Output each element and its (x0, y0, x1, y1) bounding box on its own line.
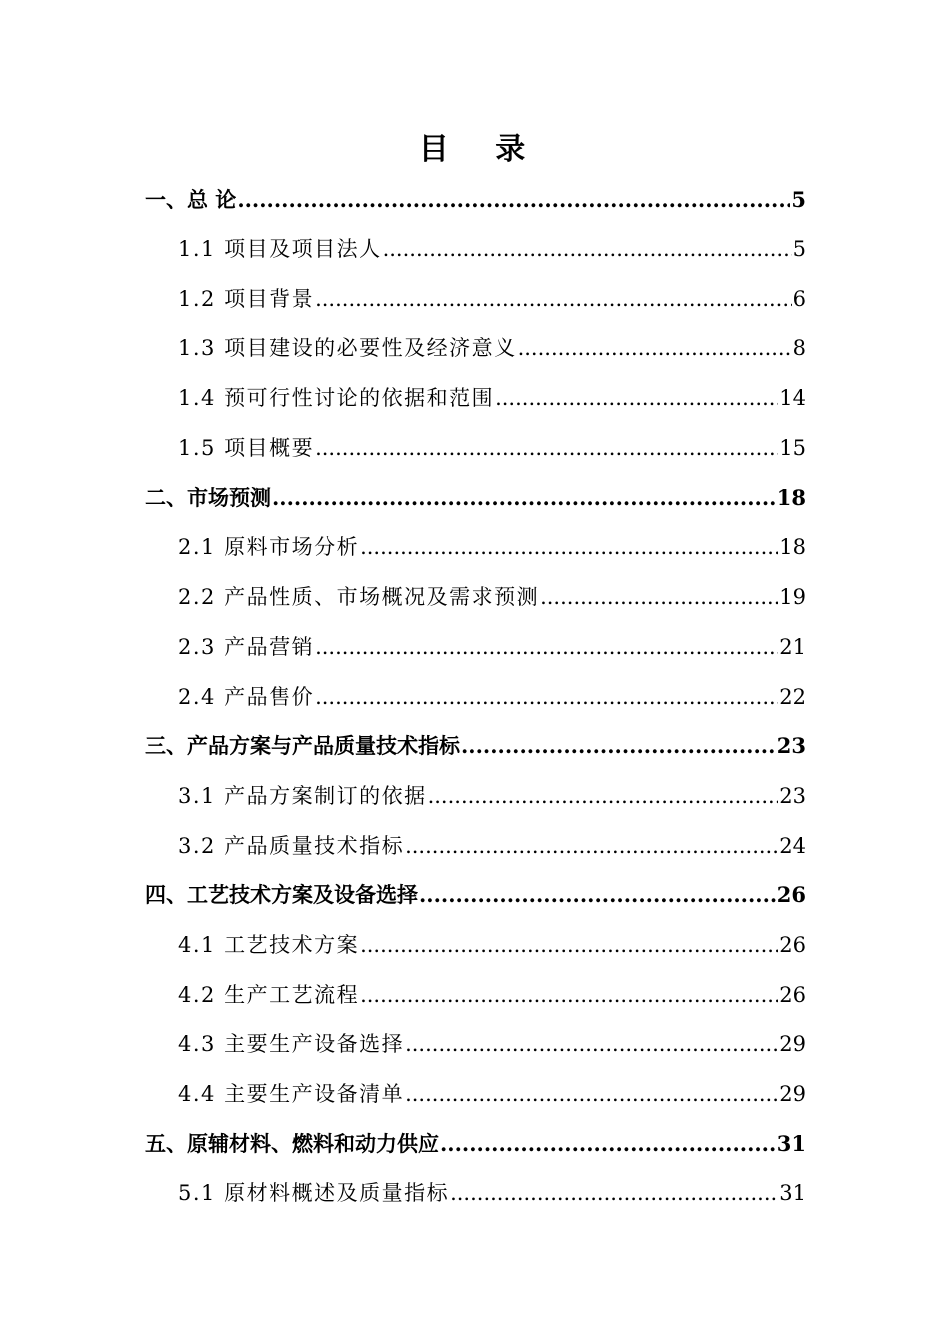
toc-entry[interactable] (178, 1026, 806, 1062)
toc-entry[interactable] (178, 977, 806, 1013)
toc-page-number: 8 (792, 336, 806, 360)
toc-leader-dots (315, 430, 778, 466)
toc-entry-label: 1.5 项目概要 (178, 436, 315, 460)
toc-leader-dots (428, 778, 779, 814)
toc-leader-dots (272, 480, 776, 516)
toc-entry-label: 2.4 产品售价 (178, 685, 315, 709)
toc-leader-dots (450, 1175, 778, 1211)
toc-entry-label: 3.1 产品方案制订的依据 (178, 784, 427, 808)
toc-entry-label: 4.1 工艺技术方案 (178, 933, 360, 957)
toc-entry[interactable] (145, 877, 806, 913)
toc-entry[interactable] (178, 1175, 806, 1211)
toc-entry-label: 三、产品方案与产品质量技术指标 (145, 733, 460, 758)
toc-entry-label: 五、原辅材料、燃料和动力供应 (145, 1131, 439, 1156)
toc-entry-label: 1.4 预可行性讨论的依据和范围 (178, 386, 495, 410)
toc-leader-dots (405, 828, 778, 864)
toc-entry-label: 四、工艺技术方案及设备选择 (145, 882, 418, 907)
toc-entry[interactable] (178, 778, 806, 814)
toc-page-number: 31 (776, 1131, 806, 1156)
toc-leader-dots (360, 977, 778, 1013)
toc-entry[interactable] (178, 629, 806, 665)
toc-entry[interactable] (178, 927, 806, 963)
toc-page-number: 5 (791, 187, 806, 212)
toc-page-number: 23 (776, 733, 806, 758)
toc-page-number: 26 (779, 983, 806, 1007)
toc-leader-dots (461, 728, 776, 764)
toc-entry[interactable] (178, 679, 806, 715)
toc-page-number: 15 (779, 436, 806, 460)
toc-entry-label: 4.3 主要生产设备选择 (178, 1032, 405, 1056)
toc-entry-label: 1.3 项目建设的必要性及经济意义 (178, 336, 517, 360)
toc-entry-label: 5.1 原材料概述及质量指标 (178, 1181, 450, 1205)
toc-page-number: 6 (792, 287, 806, 311)
toc-leader-dots (518, 330, 792, 366)
toc-page-number: 18 (776, 485, 806, 510)
toc-entry[interactable] (178, 579, 806, 615)
toc-leader-dots (315, 679, 778, 715)
toc-entry[interactable] (145, 182, 806, 218)
toc-entry[interactable] (145, 480, 806, 516)
toc-leader-dots (540, 579, 778, 615)
toc-leader-dots (495, 380, 778, 416)
toc-leader-dots (383, 231, 792, 267)
toc-page-number: 21 (779, 635, 806, 659)
toc-entry-label: 二、市场预测 (145, 485, 271, 510)
toc-leader-dots (360, 927, 778, 963)
toc-entry-label: 一、总 论 (145, 187, 237, 212)
toc-leader-dots (405, 1076, 778, 1112)
toc-leader-dots (360, 529, 778, 565)
toc-entry[interactable] (178, 1076, 806, 1112)
toc-entry-label: 2.2 产品性质、市场概况及需求预测 (178, 585, 540, 609)
toc-entry[interactable] (145, 728, 806, 764)
page-title: 目 录 (418, 132, 544, 167)
toc-entry[interactable] (178, 380, 806, 416)
toc-entry[interactable] (145, 1126, 806, 1162)
toc-page-number: 26 (776, 882, 806, 907)
toc-page-number: 29 (779, 1082, 806, 1106)
toc-entry[interactable] (178, 529, 806, 565)
toc-entry-label: 2.1 原料市场分析 (178, 535, 360, 559)
toc-leader-dots (419, 877, 776, 913)
toc-entry[interactable] (178, 430, 806, 466)
toc-page-number: 23 (779, 784, 806, 808)
toc-entry-label: 4.4 主要生产设备清单 (178, 1082, 405, 1106)
toc-page-number: 22 (779, 685, 806, 709)
toc-entry[interactable] (178, 330, 806, 366)
toc-entry-label: 1.2 项目背景 (178, 287, 315, 311)
toc-leader-dots (440, 1126, 776, 1162)
toc-leader-dots (315, 281, 792, 317)
toc-page-number: 19 (779, 585, 806, 609)
toc-entry-label: 3.2 产品质量技术指标 (178, 834, 405, 858)
toc-entry-label: 2.3 产品营销 (178, 635, 315, 659)
toc-page-number: 31 (779, 1181, 806, 1205)
toc-entry[interactable] (178, 828, 806, 864)
toc-leader-dots (237, 182, 790, 218)
toc-page-number: 29 (779, 1032, 806, 1056)
toc-entry-label: 4.2 生产工艺流程 (178, 983, 360, 1007)
toc-page-number: 14 (779, 386, 806, 410)
toc-leader-dots (315, 629, 778, 665)
toc-page-number: 18 (779, 535, 806, 559)
toc-page-number: 26 (779, 933, 806, 957)
toc-leader-dots (405, 1026, 778, 1062)
toc-entry[interactable] (178, 281, 806, 317)
toc-page-number: 24 (779, 834, 806, 858)
toc-page-number: 5 (792, 237, 806, 261)
toc-entry-label: 1.1 项目及项目法人 (178, 237, 382, 261)
toc-entry[interactable] (178, 231, 806, 267)
